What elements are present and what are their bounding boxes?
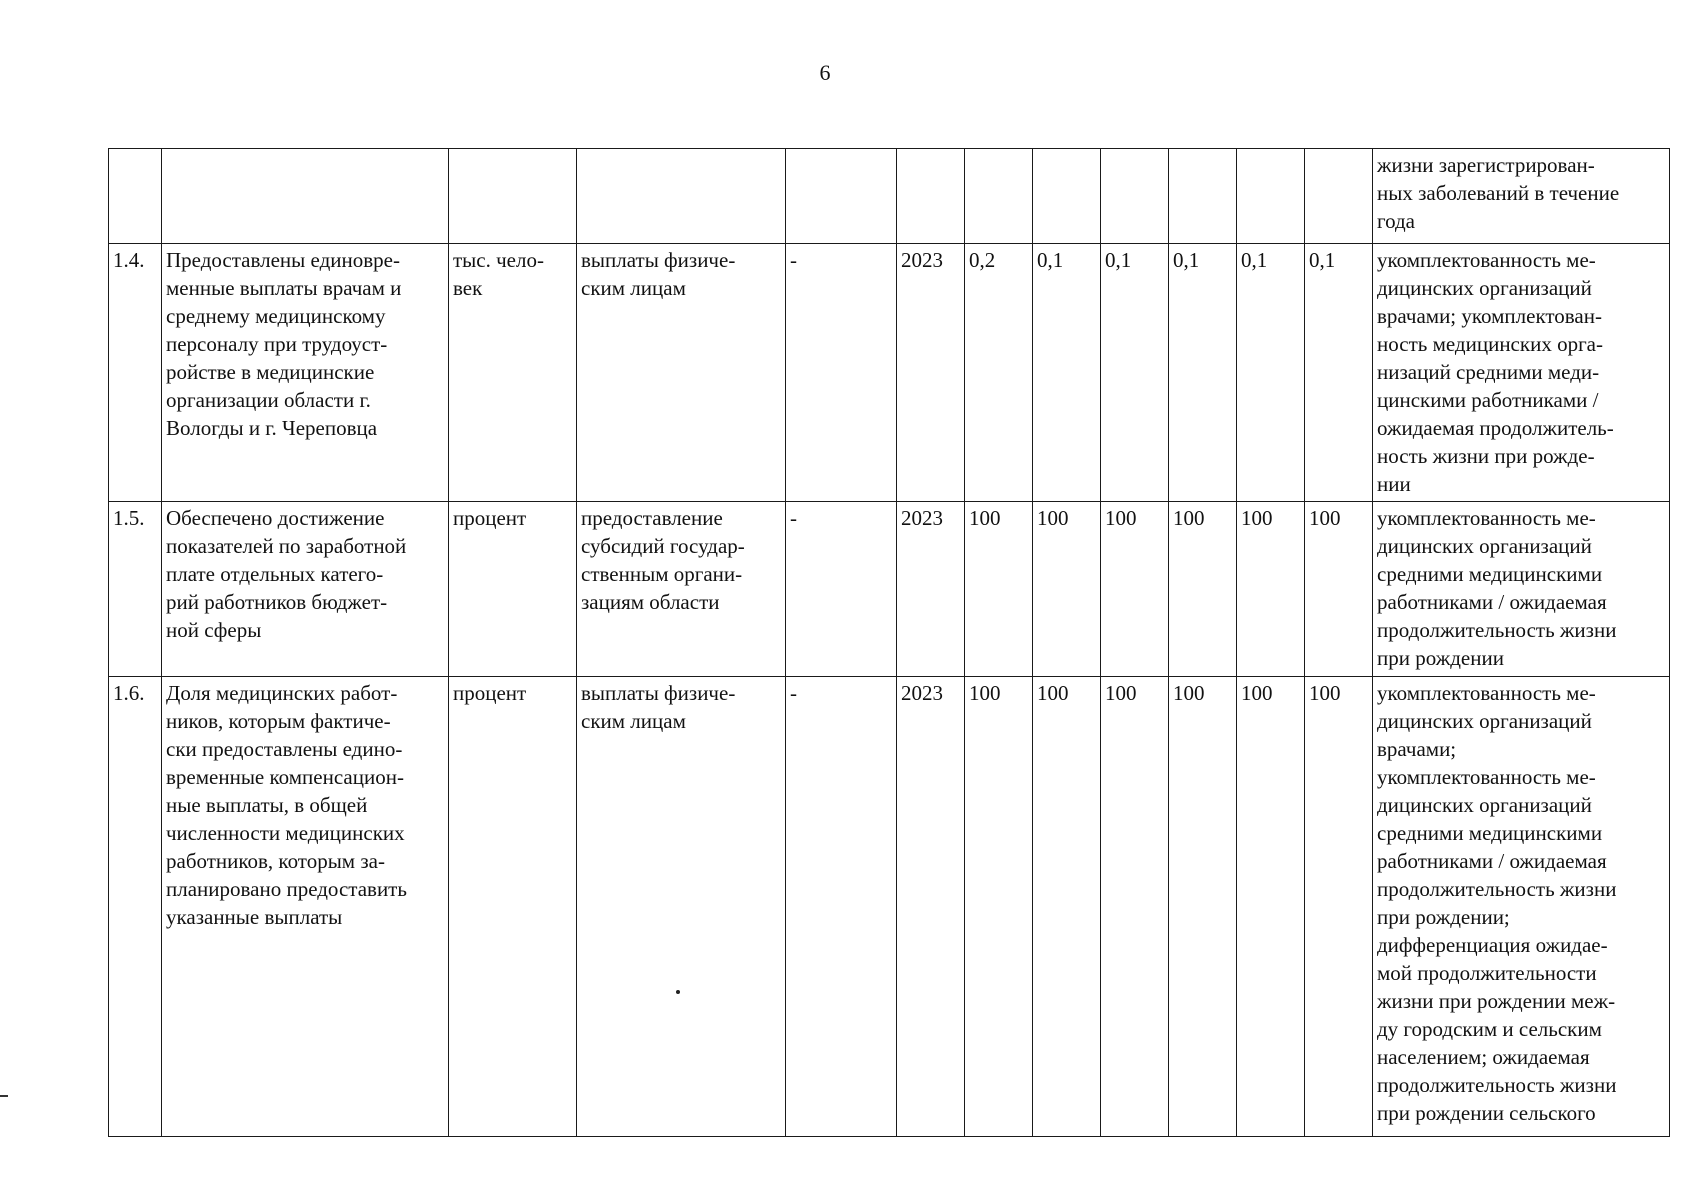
year-value-cell: 0,1 [1033,244,1101,502]
year-value-cell: 100 [1033,502,1101,677]
year-value-cell [1033,149,1101,244]
result-name-cell: Доля медицинских работ- ников, которым фактиче- ски предоставлены едино- временные компенсацион- ные выплаты, в общей численности медицинских работников, которым за- планировано предоставить указанные выплаты [162,677,449,1137]
table-body [109,149,1670,1137]
year-value-cell: 100 [1305,677,1373,1137]
result-name-cell: Предоставлены единовре- менные выплаты врачам и среднему медицинскому персоналу при трудоуст- ройстве в медицинские организации области г. Вологды и г. Череповца [162,244,449,502]
row-number-cell: 1.5. [109,502,162,677]
base-year-cell: 2023 [897,502,965,677]
table-row [109,149,1670,244]
unit-cell: тыс. чело- век [449,244,577,502]
type-cell: выплаты физиче- ским лицам [577,677,786,1137]
table-row [109,677,1670,1137]
base-year-cell [897,149,965,244]
year-value-cell: 100 [1305,502,1373,677]
result-name-cell [162,149,449,244]
linked-indicator-cell: жизни зарегистрирован- ных заболеваний в течение года [1373,149,1670,244]
year-value-cell: 0,1 [1169,244,1237,502]
year-value-cell [965,149,1033,244]
type-cell: выплаты физиче- ским лицам [577,244,786,502]
table-row [109,244,1670,502]
year-value-cell: 0,1 [1237,244,1305,502]
year-value-cell: 100 [1101,502,1169,677]
row-number-cell: 1.6. [109,677,162,1137]
year-value-cell: 100 [1237,502,1305,677]
base-year-cell: 2023 [897,244,965,502]
base-value-cell: - [786,677,897,1137]
base-year-cell: 2023 [897,677,965,1137]
year-value-cell [1169,149,1237,244]
base-value-cell [786,149,897,244]
row-number-cell: 1.4. [109,244,162,502]
year-value-cell: 100 [1169,502,1237,677]
base-value-cell: - [786,244,897,502]
unit-cell: процент [449,502,577,677]
page-number: 6 [819,60,831,85]
linked-indicator-cell: укомплектованность ме- дицинских организаций врачами; укомплектован- ность медицинских орга- низаций средними меди- цинскими работниками / ожидаемая продолжитель- ность жизни при рожде- нии [1373,244,1670,502]
year-value-cell [1101,149,1169,244]
row-number-cell [109,149,162,244]
year-value-cell: 100 [1033,677,1101,1137]
year-value-cell: 100 [965,502,1033,677]
unit-cell: процент [449,677,577,1137]
scan-edge-mark [0,1095,8,1097]
year-value-cell: 100 [1101,677,1169,1137]
linked-indicator-cell: укомплектованность ме- дицинских организаций средними медицинскими работниками / ожидаемая продолжительность жизни при рождении [1373,502,1670,677]
type-cell [577,149,786,244]
year-value-cell: 0,1 [1305,244,1373,502]
table-row [109,502,1670,677]
year-value-cell: 100 [965,677,1033,1137]
year-value-cell: 100 [1237,677,1305,1137]
year-value-cell: 0,1 [1101,244,1169,502]
type-cell: предоставление субсидий государ- ственным органи- зациям области [577,502,786,677]
year-value-cell [1305,149,1373,244]
base-value-cell: - [786,502,897,677]
scan-speck [676,990,680,994]
year-value-cell: 100 [1169,677,1237,1137]
linked-indicator-cell: укомплектованность ме- дицинских организаций врачами; укомплектованность ме- дицинских организаций средними медицинскими работниками / ожидаемая продолжительность жизни при рождении; дифференциация ожидае- мой продолжительности жизни при рождении меж- ду городским и сельским населением; ожидаемая продолжительность жизни при рождении сельского [1373,677,1670,1137]
year-value-cell [1237,149,1305,244]
indicators-table [108,148,1670,1137]
unit-cell [449,149,577,244]
result-name-cell: Обеспечено достижение показателей по заработной плате отдельных катего- рий работников бюджет- ной сферы [162,502,449,677]
year-value-cell: 0,2 [965,244,1033,502]
